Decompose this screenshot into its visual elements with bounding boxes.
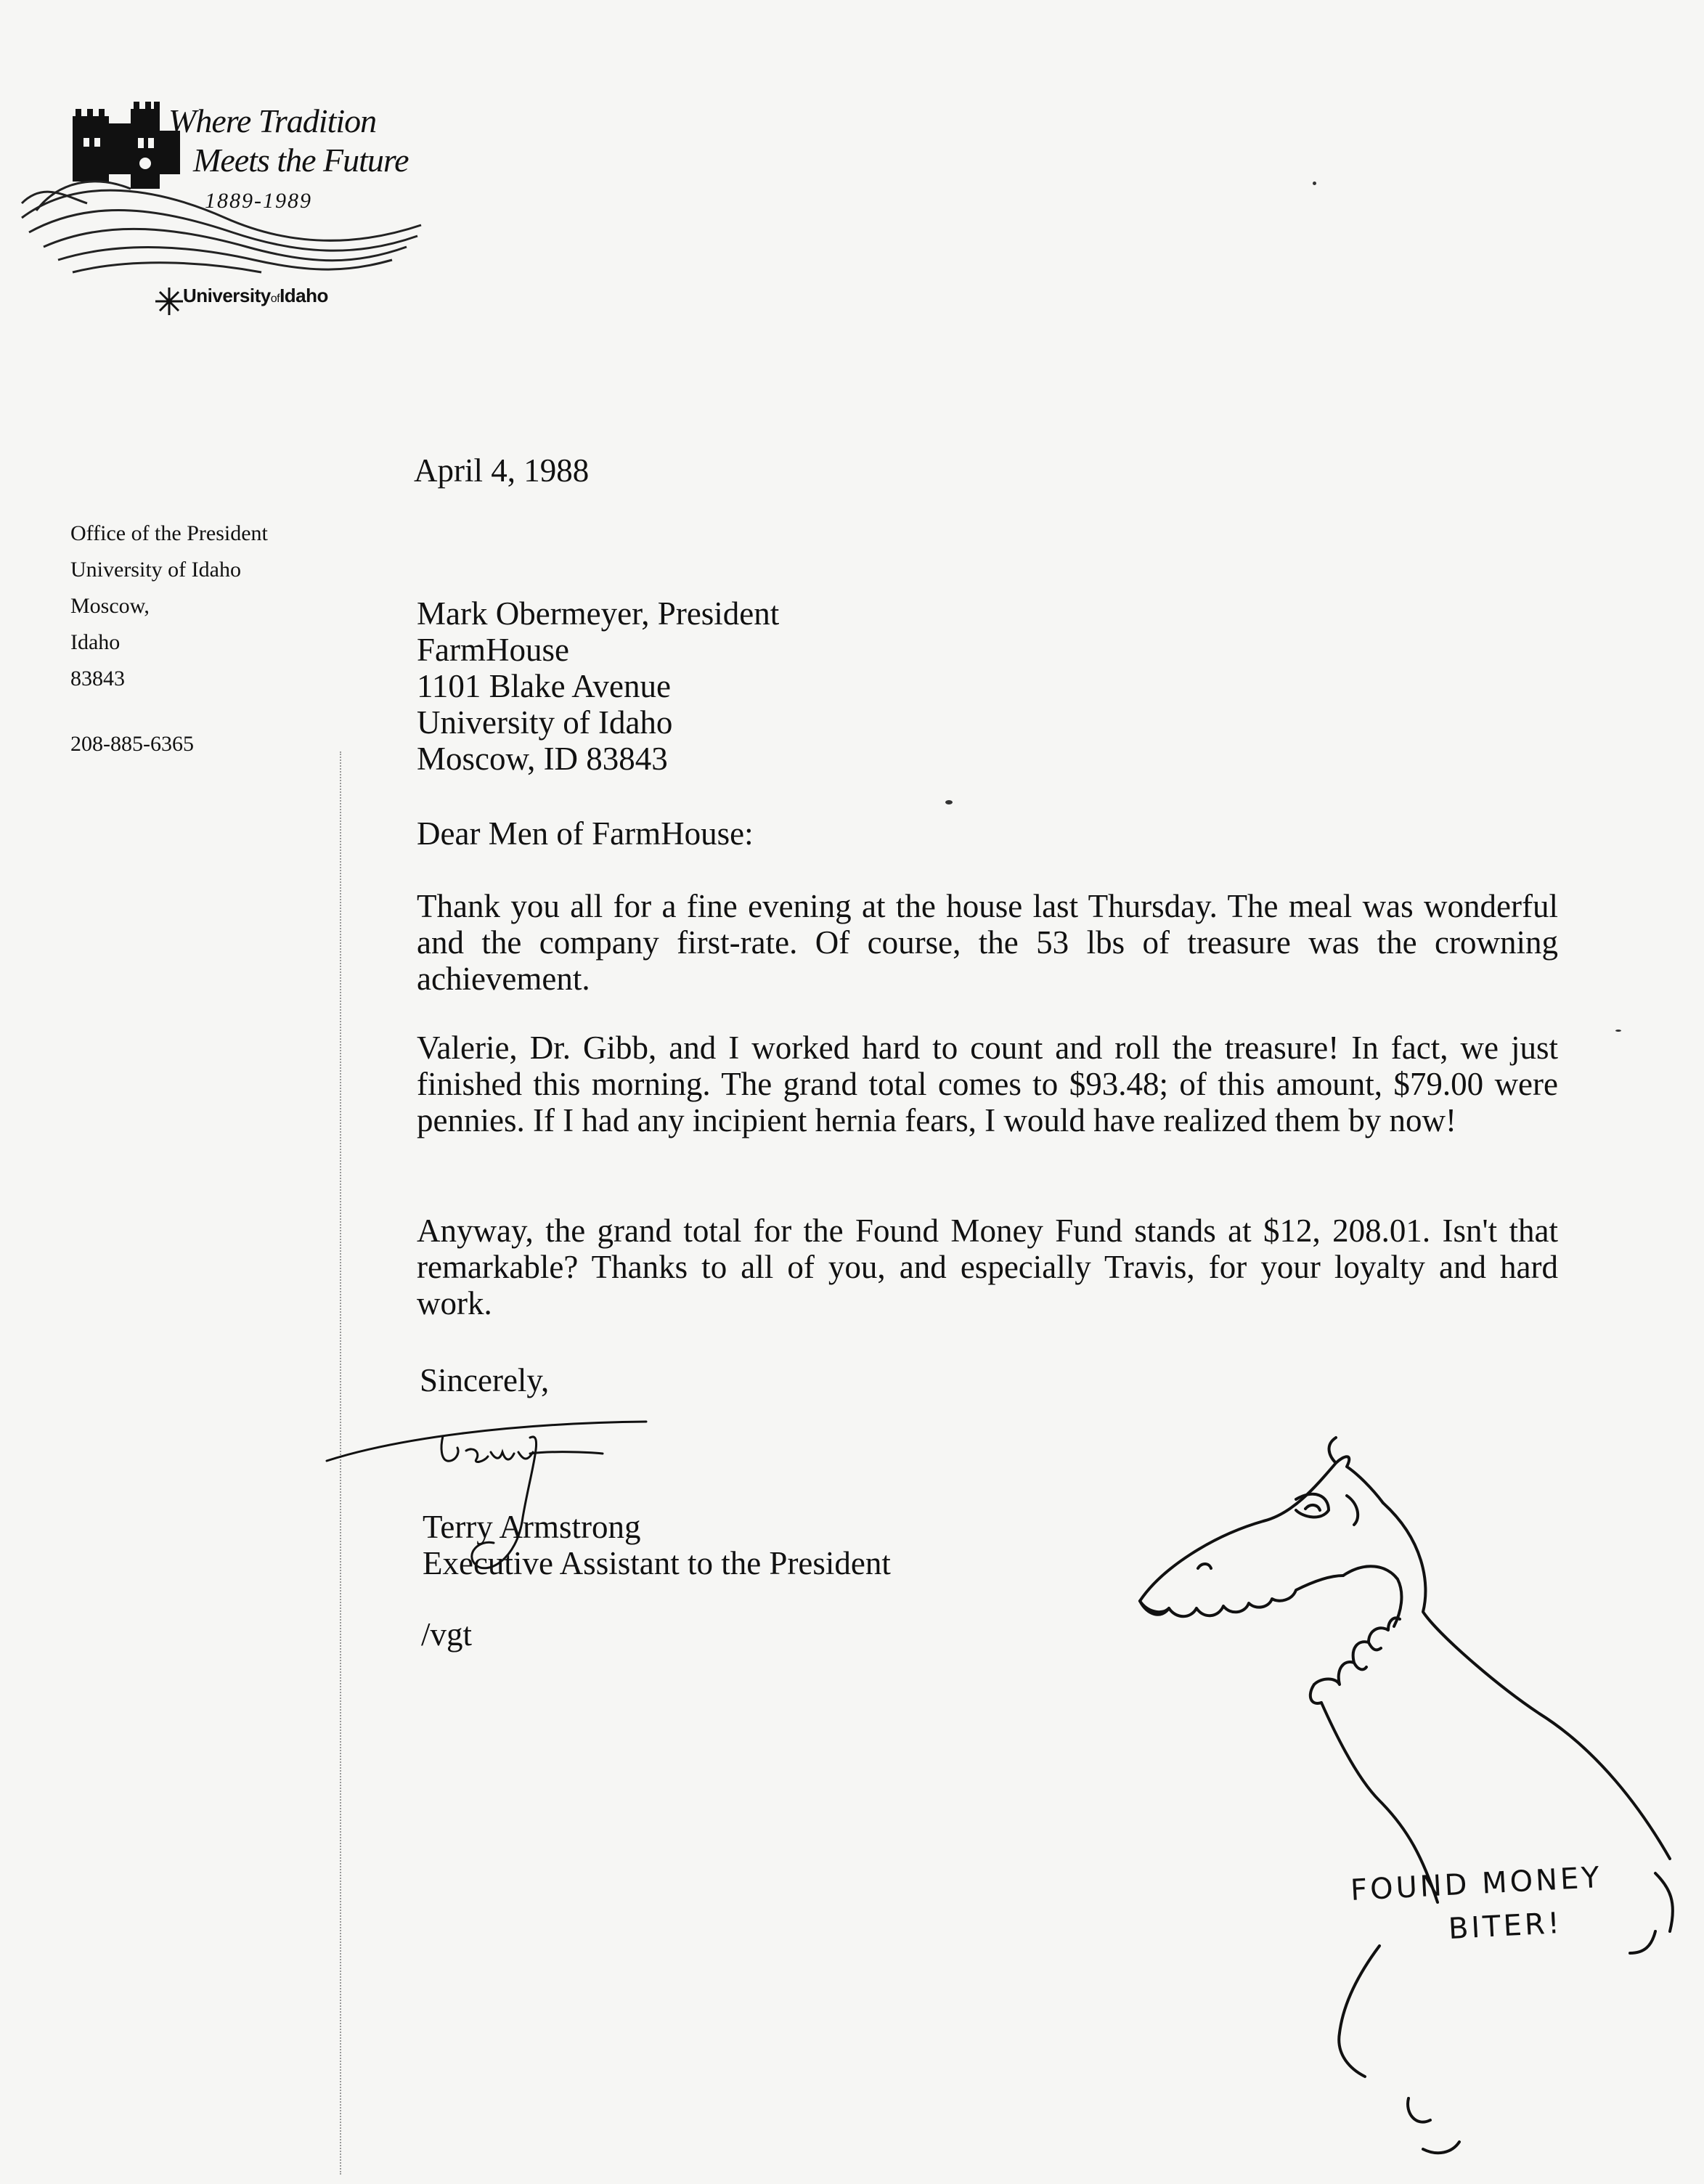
wordmark-idaho: Idaho [280, 285, 328, 306]
scan-speck [1313, 182, 1316, 185]
letterhead [15, 94, 450, 327]
recipient-line: University of Idaho [417, 704, 673, 741]
salutation: Dear Men of FarmHouse: [417, 815, 754, 852]
office-phone: 208-885-6365 [70, 732, 194, 756]
body-paragraph-2: Valerie, Dr. Gibb, and I worked hard to count and roll the treasure! In fact, we just finished this morning. The grand total comes to $93.48; of this amount, $79.00 were pennies. If I had any incipient hernia fears, I would have realized them by now! [417, 1030, 1558, 1138]
recipient-line: FarmHouse [417, 632, 569, 668]
office-line: Moscow, [70, 594, 150, 618]
body-paragraph-3: Anyway, the grand total for the Found Money Fund stands at $12, 208.01. Isn't that remarkable? Thanks to all of you, and especially Travis, for your loyalty and hard work. [417, 1213, 1558, 1321]
office-line: Office of the President [70, 521, 268, 545]
doodle-caption-line-2: BITER! [1447, 1906, 1563, 1947]
recipient-line: Moscow, ID 83843 [417, 741, 668, 777]
university-wordmark [183, 285, 328, 307]
motto-line-1: Where Tradition [168, 102, 377, 139]
body-paragraph-1: Thank you all for a fine evening at the house last Thursday. The meal was wonderful and the company first-rate. Of course, the 53 lbs of treasure was the crowning achievement. [417, 888, 1558, 997]
office-line: University of Idaho [70, 558, 241, 582]
recipient-address [417, 595, 779, 777]
closing: Sincerely, [420, 1362, 550, 1398]
scan-speck [1615, 1030, 1621, 1032]
doodle-caption-line-1: FOUND MONEY [1350, 1860, 1603, 1908]
wordmark-of: of [270, 293, 280, 305]
motto-line-2: Meets the Future [193, 142, 409, 179]
signer-block [423, 1509, 891, 1581]
letter-date: April 4, 1988 [414, 452, 590, 489]
recipient-line: 1101 Blake Avenue [417, 668, 671, 704]
office-line: 83843 [70, 667, 125, 690]
office-address [70, 516, 268, 697]
centennial-years: 1889-1989 [205, 189, 312, 213]
recipient-line: Mark Obermeyer, President [417, 595, 780, 632]
signer-name: Terry Armstrong [423, 1509, 641, 1545]
wordmark-university: University [183, 285, 271, 306]
dinosaur-drawing-icon [1118, 1394, 1704, 2184]
signer-title: Executive Assistant to the President [423, 1545, 891, 1581]
scan-speck [945, 800, 953, 804]
typist-initials: /vgt [421, 1616, 473, 1653]
office-line: Idaho [70, 630, 121, 654]
